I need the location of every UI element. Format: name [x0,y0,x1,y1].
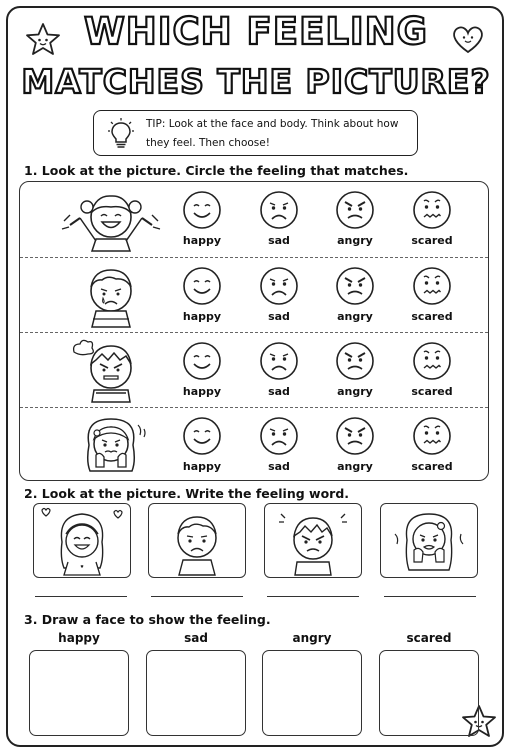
feeling-option-label: sad [268,385,290,398]
answer-line[interactable] [35,596,127,597]
feeling-option-angry[interactable] [328,416,382,473]
feeling-option-happy[interactable] [175,266,229,323]
feeling-option-label: angry [337,310,373,323]
angry-face-icon [335,266,375,306]
answer-line[interactable] [384,596,476,597]
feeling-option-sad[interactable] [252,190,306,247]
draw-label: sad [184,631,208,645]
happy-face-icon [182,266,222,306]
feeling-picture-scared [380,503,478,578]
worksheet-title-line2: MATCHES THE PICTURE? [21,62,491,101]
lightbulb-icon [104,117,138,151]
tip-text: TIP: Look at the face and body. Think about how they feel. Then choose! [146,118,399,149]
scared-face-icon [412,341,452,381]
draw-box-angry[interactable] [262,650,362,736]
feeling-option-angry[interactable] [328,190,382,247]
feeling-option-label: scared [411,385,453,398]
feeling-option-angry[interactable] [328,341,382,398]
feeling-picture-happy [33,503,131,578]
feeling-option-label: scared [411,460,453,473]
feeling-option-sad[interactable] [252,341,306,398]
draw-label: scared [406,631,452,645]
draw-box-happy[interactable] [29,650,129,736]
draw-label: happy [58,631,100,645]
feeling-option-angry[interactable] [328,266,382,323]
scared-face-icon [412,416,452,456]
sad-child-picture [56,261,166,329]
feeling-option-happy[interactable] [175,416,229,473]
scared-face-icon [412,190,452,230]
tip-box [93,110,418,156]
happy-face-icon [182,341,222,381]
draw-box-scared[interactable] [379,650,479,736]
scared-child-picture [56,411,166,479]
happy-child-picture [56,185,166,253]
feeling-row [20,257,488,333]
feeling-option-happy[interactable] [175,190,229,247]
section1-instruction: 1. Look at the picture. Circle the feeling that matches. [24,163,409,178]
feeling-option-sad[interactable] [252,266,306,323]
sad-face-icon [259,190,299,230]
angry-face-icon [335,341,375,381]
feeling-picture-angry [264,503,362,578]
feeling-option-label: scared [411,234,453,247]
sad-face-icon [259,416,299,456]
section2-instruction: 2. Look at the picture. Write the feeling word. [24,486,350,501]
feeling-option-happy[interactable] [175,341,229,398]
sad-face-icon [259,341,299,381]
angry-child-picture [56,336,166,404]
feeling-row [20,182,488,257]
feeling-option-label: happy [182,310,222,323]
feeling-option-label: sad [268,460,290,473]
feeling-option-label: angry [337,460,373,473]
worksheet-title-line1: WHICH FEELING [83,10,429,53]
feeling-option-label: happy [182,385,222,398]
feeling-option-label: angry [337,234,373,247]
feeling-row [20,407,488,483]
feeling-option-sad[interactable] [252,416,306,473]
feeling-option-scared[interactable] [405,266,459,323]
feeling-picture-sad [148,503,246,578]
feeling-option-label: angry [337,385,373,398]
angry-face-icon [335,190,375,230]
feeling-option-label: scared [411,310,453,323]
feeling-option-scared[interactable] [405,341,459,398]
draw-box-sad[interactable] [146,650,246,736]
feeling-row [20,332,488,408]
draw-label: angry [292,631,332,645]
feeling-option-label: sad [268,234,290,247]
happy-face-icon [182,190,222,230]
feeling-option-label: happy [182,234,222,247]
sad-face-icon [259,266,299,306]
circle-feeling-table [19,181,489,481]
feeling-option-label: happy [182,460,222,473]
feeling-option-scared[interactable] [405,190,459,247]
section3-instruction: 3. Draw a face to show the feeling. [24,612,271,627]
answer-line[interactable] [151,596,243,597]
happy-face-icon [182,416,222,456]
angry-face-icon [335,416,375,456]
feeling-option-scared[interactable] [405,416,459,473]
answer-line[interactable] [267,596,359,597]
feeling-option-label: sad [268,310,290,323]
scared-face-icon [412,266,452,306]
